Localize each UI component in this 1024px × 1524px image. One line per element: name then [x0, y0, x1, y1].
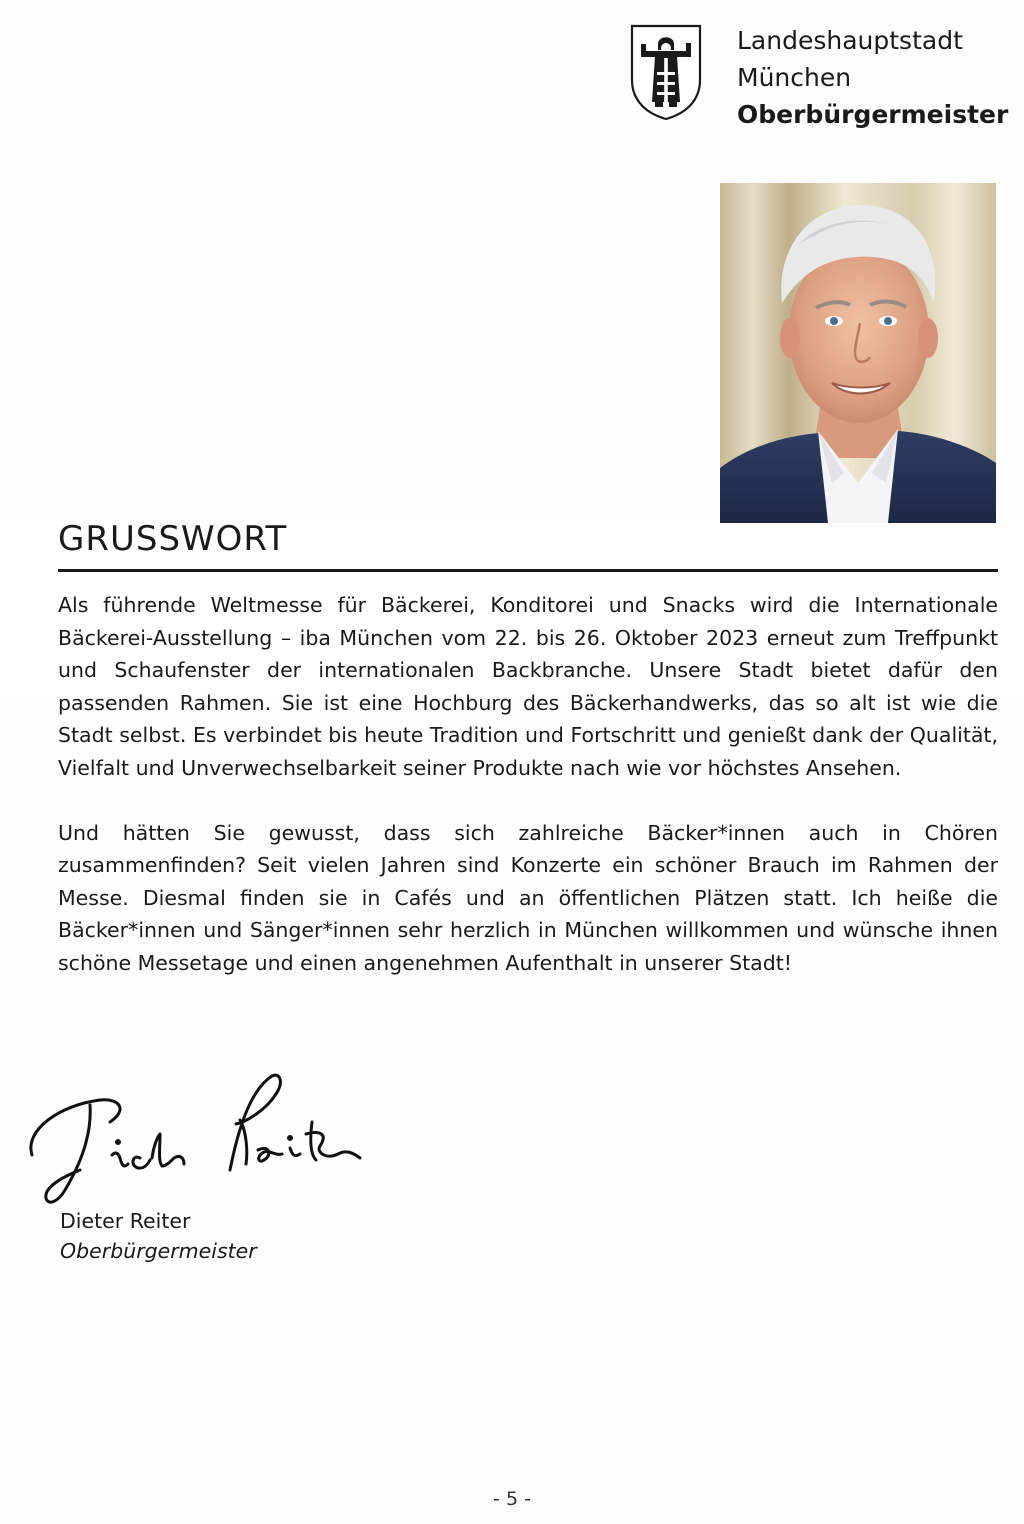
portrait-photo: [720, 183, 996, 523]
signer-role: Oberbürgermeister: [60, 1239, 257, 1263]
page-title: GRUSSWORT: [58, 519, 288, 559]
paragraph-1: Als führende Weltmesse für Bäckerei, Konditorei und Snacks wird die Internationale Bäckerei-Ausstellung – iba München vom 22. bis 26. Oktober 2023 erneut zum Treffpunkt und Schaufenster der internationalen Backbranche. Unsere Stadt bietet dafür den passenden Rahmen. Sie ist eine Hochburg des Bäckerhandwerks, das so alt ist wie die Stadt selbst. Es verbindet bis heute Tradition und Fortschritt und genießt dank der Qualität, Vielfalt und Unverwechselbarkeit seiner Produkte nach wie vor höchstes Ansehen.: [58, 593, 998, 780]
city-line-2: München: [737, 63, 852, 92]
greeting-body: [58, 589, 998, 980]
signer-name: Dieter Reiter: [60, 1209, 191, 1233]
office-title: Oberbürgermeister: [737, 100, 1009, 129]
issuer-block: [737, 22, 1008, 133]
heading-divider: [58, 569, 998, 572]
page-number: - 5 -: [493, 1488, 531, 1510]
munich-coat-of-arms-icon: [628, 22, 704, 122]
paragraph-2: Und hätten Sie gewusst, dass sich zahlreiche Bäcker*innen auch in Chören zusammenfinden? Seit vielen Jahren sind Konzerte ein schöner Brauch im Rahmen der Messe. Diesmal finden sie in Cafés und an öffentlichen Plätzen statt. Ich heiße die Bäcker*innen und Sänger*innen sehr herzlich in München willkommen und wünsche ihnen schöne Messetage und einen angenehmen Aufenthalt in unserer Stadt!: [58, 820, 998, 975]
signer-block: [60, 1206, 257, 1266]
city-line-1: Landeshauptstadt: [737, 26, 963, 55]
handwritten-signature: [20, 1060, 380, 1220]
